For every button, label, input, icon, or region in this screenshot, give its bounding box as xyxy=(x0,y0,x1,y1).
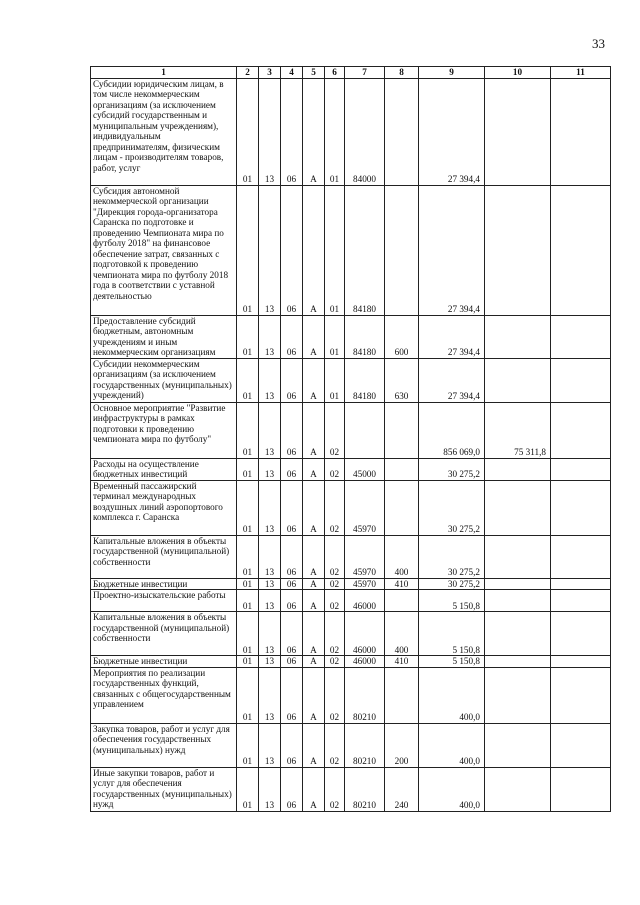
row-col-3: 13 xyxy=(259,590,281,612)
row-col-6: 01 xyxy=(325,358,345,402)
row-col-4: 06 xyxy=(281,78,303,185)
row-col-4: 06 xyxy=(281,612,303,656)
table-row xyxy=(91,185,611,315)
row-amount-11 xyxy=(551,723,611,767)
row-col-8 xyxy=(385,480,419,535)
row-amount-9: 30 275,2 xyxy=(419,578,485,590)
row-col-6: 02 xyxy=(325,590,345,612)
row-amount-9: 27 394,4 xyxy=(419,358,485,402)
row-amount-9: 400,0 xyxy=(419,667,485,723)
header-col-10: 10 xyxy=(485,67,551,79)
row-col-3: 13 xyxy=(259,656,281,668)
row-amount-9: 27 394,4 xyxy=(419,185,485,315)
row-col-3: 13 xyxy=(259,358,281,402)
row-col-7: 46000 xyxy=(345,612,385,656)
header-col-9: 9 xyxy=(419,67,485,79)
row-amount-10 xyxy=(485,767,551,811)
row-amount-11 xyxy=(551,185,611,315)
row-amount-10 xyxy=(485,578,551,590)
row-col-4: 06 xyxy=(281,458,303,480)
row-col-5: А xyxy=(303,578,325,590)
row-col-4: 06 xyxy=(281,315,303,358)
row-col-8: 400 xyxy=(385,612,419,656)
row-col-8: 600 xyxy=(385,315,419,358)
row-amount-9: 27 394,4 xyxy=(419,315,485,358)
row-col-5: А xyxy=(303,535,325,578)
row-col-3: 13 xyxy=(259,578,281,590)
row-col-5: А xyxy=(303,590,325,612)
row-col-2: 01 xyxy=(237,667,259,723)
row-name: Временный пассажирский терминал международных воздушных линий аэропортового комплекса г. Саранска xyxy=(91,480,237,535)
row-col-7: 45000 xyxy=(345,458,385,480)
row-col-3: 13 xyxy=(259,402,281,458)
row-amount-11 xyxy=(551,315,611,358)
row-amount-9: 30 275,2 xyxy=(419,535,485,578)
row-amount-9: 400,0 xyxy=(419,767,485,811)
row-amount-11 xyxy=(551,578,611,590)
row-col-3: 13 xyxy=(259,458,281,480)
header-col-8: 8 xyxy=(385,67,419,79)
row-col-2: 01 xyxy=(237,535,259,578)
row-col-7: 46000 xyxy=(345,656,385,668)
row-col-3: 13 xyxy=(259,667,281,723)
row-amount-10 xyxy=(485,78,551,185)
row-amount-9: 400,0 xyxy=(419,723,485,767)
row-name: Закупка товаров, работ и услуг для обеспечения государственных (муниципальных) нужд xyxy=(91,723,237,767)
row-col-5: А xyxy=(303,480,325,535)
row-name: Бюджетные инвестиции xyxy=(91,578,237,590)
row-col-7: 84180 xyxy=(345,185,385,315)
row-amount-10 xyxy=(485,656,551,668)
table-row xyxy=(91,612,611,656)
row-name: Субсидия автономной некоммерческой организации "Дирекция города-организатора Саранска по подготовке и проведению Чемпионата мира по футболу 2018" на финансовое обеспечение затрат, связанных с подготовкой к проведению чемпионата мира по футболу 2018 года в соответствии с уставной деятельностью xyxy=(91,185,237,315)
row-col-4: 06 xyxy=(281,578,303,590)
row-col-5: А xyxy=(303,315,325,358)
row-col-7: 80210 xyxy=(345,667,385,723)
row-col-2: 01 xyxy=(237,578,259,590)
row-col-7: 84180 xyxy=(345,315,385,358)
row-amount-10 xyxy=(485,612,551,656)
row-col-7: 80210 xyxy=(345,723,385,767)
row-col-8: 630 xyxy=(385,358,419,402)
row-amount-10: 75 311,8 xyxy=(485,402,551,458)
row-name: Иные закупки товаров, работ и услуг для обеспечения государственных (муниципальных) нужд xyxy=(91,767,237,811)
row-amount-10 xyxy=(485,667,551,723)
header-col-3: 3 xyxy=(259,67,281,79)
row-amount-11 xyxy=(551,590,611,612)
row-amount-9: 5 150,8 xyxy=(419,656,485,668)
row-col-4: 06 xyxy=(281,358,303,402)
row-col-4: 06 xyxy=(281,667,303,723)
header-col-4: 4 xyxy=(281,67,303,79)
row-col-6: 02 xyxy=(325,723,345,767)
table-row xyxy=(91,667,611,723)
row-col-4: 06 xyxy=(281,656,303,668)
row-col-2: 01 xyxy=(237,185,259,315)
row-col-7: 80210 xyxy=(345,767,385,811)
row-amount-11 xyxy=(551,480,611,535)
row-col-5: А xyxy=(303,667,325,723)
row-amount-10 xyxy=(485,480,551,535)
row-name: Расходы на осуществление бюджетных инвестиций xyxy=(91,458,237,480)
row-col-6: 01 xyxy=(325,78,345,185)
row-col-8: 400 xyxy=(385,535,419,578)
row-col-8: 410 xyxy=(385,578,419,590)
table-row xyxy=(91,78,611,185)
row-name: Субсидии юридическим лицам, в том числе некоммерческим организациям (за исключением субсидий государственным и муниципальным учреждениям), индивидуальным предпринимателям, физическим лицам - производителям товаров, работ, услуг xyxy=(91,78,237,185)
row-amount-10 xyxy=(485,590,551,612)
row-amount-11 xyxy=(551,535,611,578)
row-name: Мероприятия по реализации государственных функций, связанных с общегосударственным управлением xyxy=(91,667,237,723)
row-col-8 xyxy=(385,78,419,185)
row-amount-11 xyxy=(551,402,611,458)
row-col-6: 02 xyxy=(325,767,345,811)
row-col-8: 410 xyxy=(385,656,419,668)
row-col-8 xyxy=(385,667,419,723)
row-col-3: 13 xyxy=(259,535,281,578)
row-amount-9: 27 394,4 xyxy=(419,78,485,185)
row-col-6: 02 xyxy=(325,402,345,458)
row-name: Бюджетные инвестиции xyxy=(91,656,237,668)
row-col-3: 13 xyxy=(259,78,281,185)
row-col-3: 13 xyxy=(259,723,281,767)
row-col-2: 01 xyxy=(237,656,259,668)
header-col-6: 6 xyxy=(325,67,345,79)
row-col-4: 06 xyxy=(281,590,303,612)
row-col-5: А xyxy=(303,612,325,656)
row-amount-9: 5 150,8 xyxy=(419,590,485,612)
row-col-3: 13 xyxy=(259,767,281,811)
table-row xyxy=(91,590,611,612)
row-col-4: 06 xyxy=(281,723,303,767)
table-row xyxy=(91,315,611,358)
row-col-4: 06 xyxy=(281,185,303,315)
row-col-8 xyxy=(385,402,419,458)
header-col-2: 2 xyxy=(237,67,259,79)
row-col-4: 06 xyxy=(281,402,303,458)
row-col-2: 01 xyxy=(237,612,259,656)
page-number: 33 xyxy=(592,36,605,51)
budget-table xyxy=(90,66,611,812)
row-col-5: А xyxy=(303,767,325,811)
row-amount-10 xyxy=(485,535,551,578)
row-col-6: 02 xyxy=(325,535,345,578)
table-row xyxy=(91,480,611,535)
row-amount-9: 856 069,0 xyxy=(419,402,485,458)
row-col-8 xyxy=(385,590,419,612)
row-col-4: 06 xyxy=(281,535,303,578)
table-header xyxy=(91,67,611,79)
table-row xyxy=(91,458,611,480)
row-amount-11 xyxy=(551,78,611,185)
header-col-7: 7 xyxy=(345,67,385,79)
row-amount-10 xyxy=(485,358,551,402)
row-col-3: 13 xyxy=(259,480,281,535)
row-name: Основное мероприятие "Развитие инфраструктуры в рамках подготовки к проведению чемпионата мира по футболу" xyxy=(91,402,237,458)
header-col-5: 5 xyxy=(303,67,325,79)
row-col-3: 13 xyxy=(259,315,281,358)
row-col-3: 13 xyxy=(259,612,281,656)
row-amount-10 xyxy=(485,185,551,315)
row-col-8 xyxy=(385,185,419,315)
row-col-6: 01 xyxy=(325,185,345,315)
row-col-2: 01 xyxy=(237,358,259,402)
row-col-6: 02 xyxy=(325,458,345,480)
row-col-7: 45970 xyxy=(345,578,385,590)
row-name: Предоставление субсидий бюджетным, автономным учреждениям и иным некоммерческим организациям xyxy=(91,315,237,358)
table-row xyxy=(91,402,611,458)
row-col-2: 01 xyxy=(237,480,259,535)
row-col-6: 02 xyxy=(325,656,345,668)
row-col-7: 45970 xyxy=(345,535,385,578)
row-col-2: 01 xyxy=(237,402,259,458)
row-col-6: 01 xyxy=(325,315,345,358)
row-amount-10 xyxy=(485,315,551,358)
row-col-7: 45970 xyxy=(345,480,385,535)
row-col-5: А xyxy=(303,402,325,458)
row-col-6: 02 xyxy=(325,667,345,723)
header-col-1: 1 xyxy=(91,67,237,79)
row-col-5: А xyxy=(303,656,325,668)
row-col-6: 02 xyxy=(325,480,345,535)
row-col-2: 01 xyxy=(237,78,259,185)
row-amount-10 xyxy=(485,458,551,480)
row-col-2: 01 xyxy=(237,458,259,480)
row-col-5: А xyxy=(303,458,325,480)
row-col-8: 240 xyxy=(385,767,419,811)
table-row xyxy=(91,358,611,402)
row-name: Капитальные вложения в объекты государственной (муниципальной) собственности xyxy=(91,612,237,656)
row-name: Капитальные вложения в объекты государственной (муниципальной) собственности xyxy=(91,535,237,578)
row-col-5: А xyxy=(303,185,325,315)
header-col-11: 11 xyxy=(551,67,611,79)
row-col-4: 06 xyxy=(281,480,303,535)
row-amount-9: 30 275,2 xyxy=(419,458,485,480)
row-col-6: 02 xyxy=(325,578,345,590)
table-row xyxy=(91,656,611,668)
table-row xyxy=(91,578,611,590)
row-col-7: 46000 xyxy=(345,590,385,612)
row-col-7: 84180 xyxy=(345,358,385,402)
table-row xyxy=(91,535,611,578)
row-col-7: 84000 xyxy=(345,78,385,185)
row-col-8 xyxy=(385,458,419,480)
header-row xyxy=(91,67,611,79)
row-col-2: 01 xyxy=(237,723,259,767)
row-col-7 xyxy=(345,402,385,458)
row-col-5: А xyxy=(303,723,325,767)
row-amount-11 xyxy=(551,612,611,656)
row-col-5: А xyxy=(303,358,325,402)
table-row xyxy=(91,767,611,811)
row-col-2: 01 xyxy=(237,767,259,811)
table-row xyxy=(91,723,611,767)
row-amount-9: 5 150,8 xyxy=(419,612,485,656)
row-amount-9: 30 275,2 xyxy=(419,480,485,535)
row-amount-11 xyxy=(551,358,611,402)
row-col-6: 02 xyxy=(325,612,345,656)
row-amount-10 xyxy=(485,723,551,767)
row-col-8: 200 xyxy=(385,723,419,767)
row-amount-11 xyxy=(551,656,611,668)
row-name: Субсидии некоммерческим организациям (за исключением государственных (муниципальных) учреждений) xyxy=(91,358,237,402)
row-col-2: 01 xyxy=(237,590,259,612)
row-amount-11 xyxy=(551,667,611,723)
row-col-2: 01 xyxy=(237,315,259,358)
row-col-4: 06 xyxy=(281,767,303,811)
row-amount-11 xyxy=(551,458,611,480)
row-amount-11 xyxy=(551,767,611,811)
row-col-5: А xyxy=(303,78,325,185)
row-name: Проектно-изыскательские работы xyxy=(91,590,237,612)
row-col-3: 13 xyxy=(259,185,281,315)
table-body xyxy=(91,78,611,811)
